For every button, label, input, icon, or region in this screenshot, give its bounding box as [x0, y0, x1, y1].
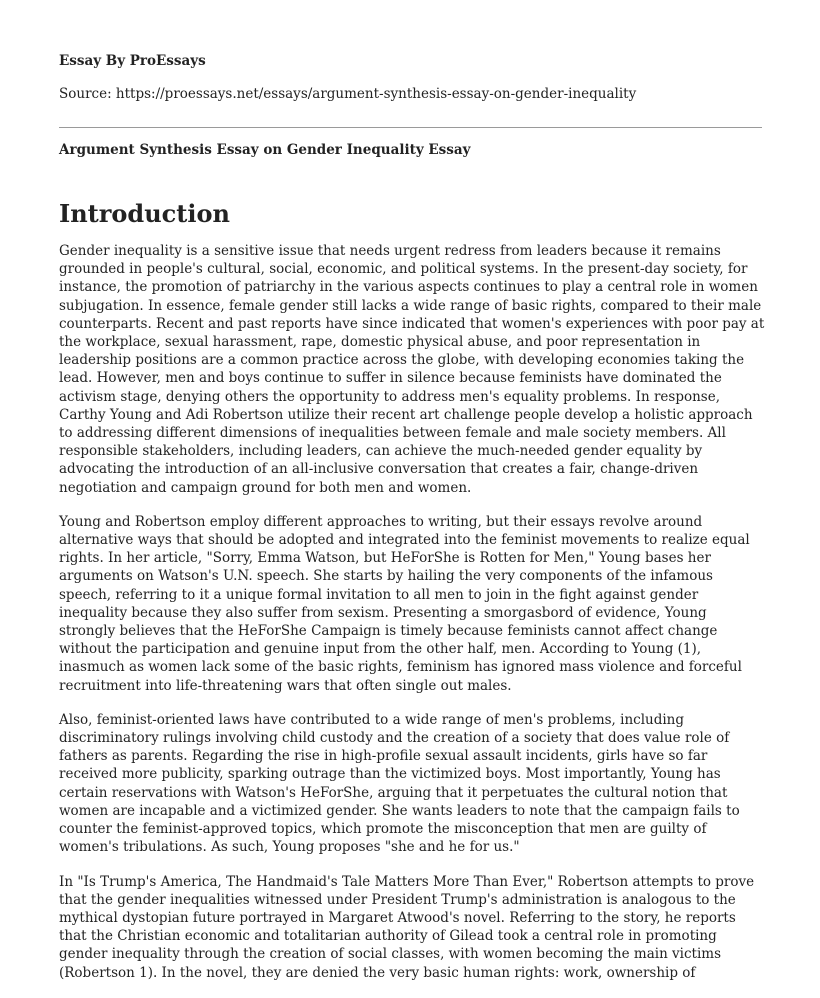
essay-body	[59, 242, 765, 998]
document-title: Argument Synthesis Essay on Gender Inequality Essay	[59, 142, 471, 158]
paragraph: Young and Robertson employ different approaches to writing, but their essays revolve around alternative ways that should be adopted and integrated into the feminist movements to realize equal rights. In her article, "Sorry, Emma Watson, but HeForShe is Rotten for Men," Young bases her arguments on Watson's U.N. speech. She starts by hailing the very components of the infamous speech, referring to it a unique formal invitation to all men to join in the fight against gender inequality because they also suffer from sexism. Presenting a smorgasbord of evidence, Young strongly believes that the HeForShe Campaign is timely because feminists cannot affect change without the participation and genuine input from the other half, men. According to Young (1), inasmuch as women lack some of the basic rights, feminism has ignored mass violence and forceful recruitment into life-threatening wars that often single out males.	[59, 513, 750, 694]
section-heading: Introduction	[59, 199, 230, 228]
essay-author-line: Essay By ProEssays	[59, 53, 206, 69]
paragraph: Also, feminist-oriented laws have contributed to a wide range of men's problems, including discriminatory rulings involving child custody and the creation of a society that does value role of fathers as parents. Regarding the rise in high-profile sexual assault incidents, girls have so far received more publicity, sparking outrage than the victimized boys. Most importantly, Young has certain reservations with Watson's HeForShe, arguing that it perpetuates the cultural notion that women are incapable and a victimized gender. She wants leaders to note that the campaign fails to counter the feminist-approved topics, which promote the misconception that men are guilty of women's tribulations. As such, Young proposes "she and he for us."	[59, 711, 740, 856]
paragraph: In "Is Trump's America, The Handmaid's Tale Matters More Than Ever," Robertson attempts to prove that the gender inequalities witnessed under President Trump's administration is analogous to the mythical dystopian future portrayed in Margaret Atwood's novel. Referring to the story, he reports that the Christian economic and totalitarian authority of Gilead took a central role in promoting gender inequality through the creation of social classes, with women becoming the main victims (Robertson 1). In the novel, they are denied the very basic human rights: work, ownership of	[59, 873, 755, 981]
horizontal-divider	[59, 127, 762, 128]
paragraph: Gender inequality is a sensitive issue that needs urgent redress from leaders because it remains grounded in people's cultural, social, economic, and political systems. In the present-day society, for instance, the promotion of patriarchy in the various aspects continues to play a central role in women subjugation. In essence, female gender still lacks a wide range of basic rights, compared to their male counterparts. Recent and past reports have since indicated that women's experiences with poor pay at the workplace, sexual harassment, rape, domestic physical abuse, and poor representation in leadership positions are a common practice across the globe, with developing economies taking the lead. However, men and boys continue to suffer in silence because feminists have dominated the activism stage, denying others the opportunity to address men's equality problems. In response, Carthy Young and Adi Robertson utilize their recent art challenge people develop a holistic approach to addressing different dimensions of inequalities between female and male society members. All responsible stakeholders, including leaders, can achieve the much-needed gender equality by advocating the introduction of an all-inclusive conversation that creates a fair, change-driven negotiation and campaign ground for both men and women.	[59, 243, 765, 496]
source-line: Source: https://proessays.net/essays/argument-synthesis-essay-on-gender-inequality	[59, 86, 637, 102]
